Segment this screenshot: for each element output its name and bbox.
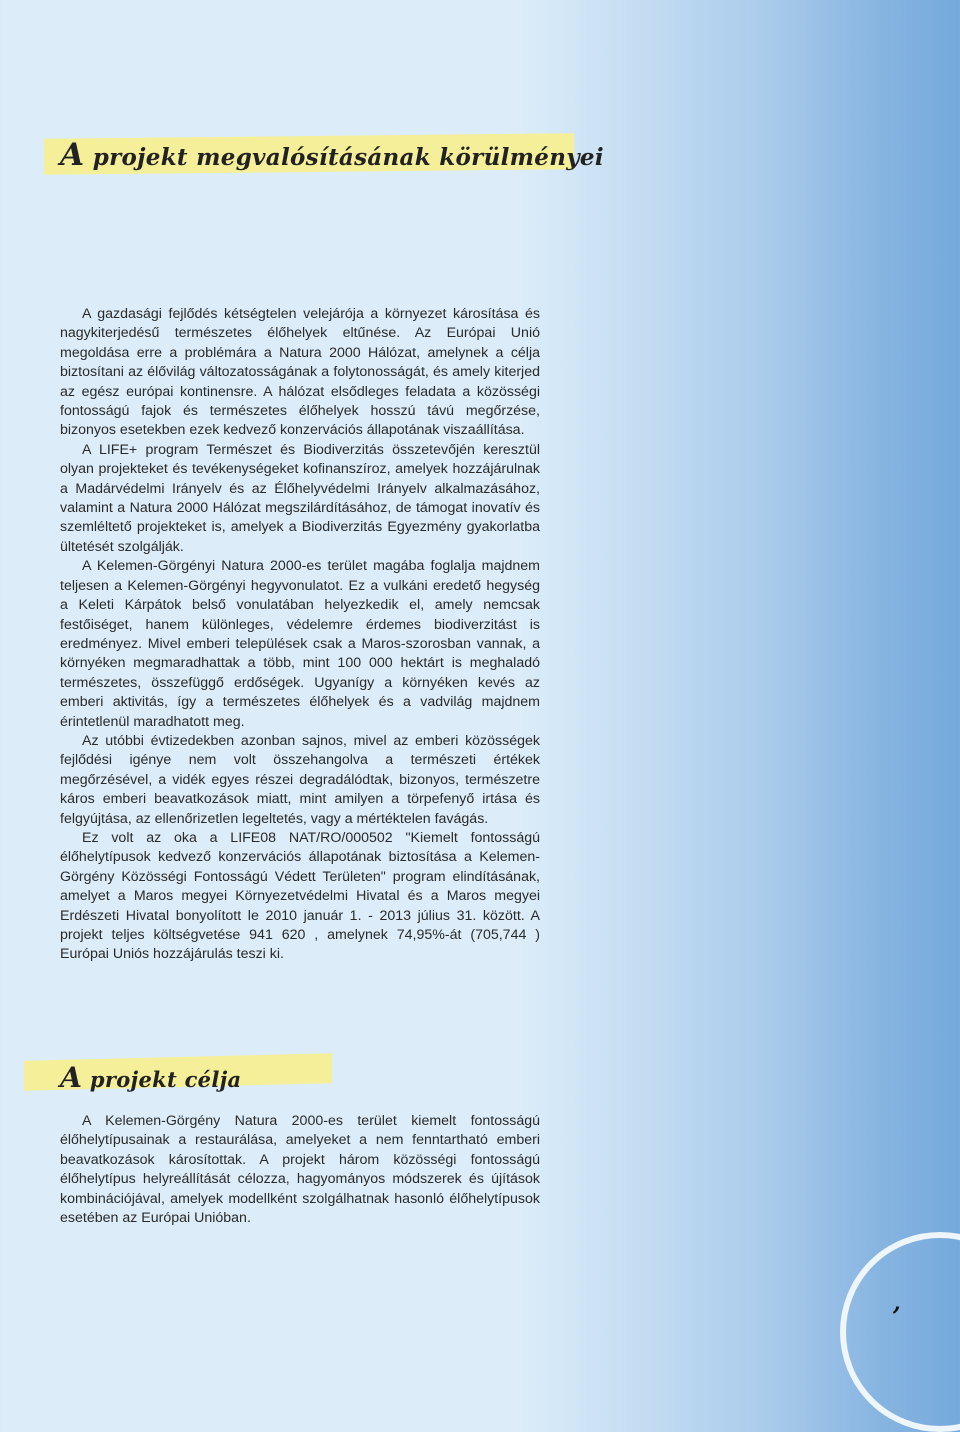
decorative-ring	[840, 1232, 960, 1432]
paragraph: A Kelemen-Görgény Natura 2000-es terület kiemelt fontosságú élőhelytípusainak a restaurálása, amelyeket a nem fenntartható emberi beavatkozások károsítottak. A projekt három közösségi fontosságú élőhelytípus helyreállítását célozza, hagyományos módszerek és újítások kombinációjával, amelyek modellként szolgálhatnak hasonló élőhelytípusok esetében az Európai Unióban.	[60, 1113, 540, 1227]
heading-text: projekt megvalósításának körülményei	[84, 144, 604, 171]
heading-text: projekt célja	[82, 1067, 242, 1092]
heading-initial: A	[60, 137, 85, 173]
page-number: ,	[893, 1290, 901, 1316]
paragraph: A gazdasági fejlődés kétségtelen velejárója a környezet károsítása és nagykiterjedésű természetes élőhelyek eltűnése. Az Európai Unió megoldása erre a problémára a Natura 2000 Hálózat, amelynek a célja biztosítani az élővilág változatosságának a folytonosságát, és amely kiterjed az egész európai kontinensre. A hálózat elsődleges feladata a közösségi fontosságú fajok és természetes élőhelyek hosszú távú megőrzése, bizonyos esetekben ezek kedvező konzervációs állapotának viszaállítása.	[60, 306, 540, 439]
section-body-circumstances	[60, 305, 540, 965]
paragraph: A LIFE+ program Természet és Biodiverzitás összetevőjén keresztül olyan projekteket és tevékenységeket kofinanszíroz, amelyek hozzájárulnak a Madárvédelmi Irányelv és az Élőhelyvédelmi Irányelv alkalmazásához, valamint a Natura 2000 Hálózat megszilárdításához, de támogat inovatív és szemléltető projekteket is, amelyek a Biodiverzitás Egyezmény gyakorlatba ültetését szolgálják.	[60, 441, 540, 555]
paragraph: A Kelemen-Görgényi Natura 2000-es terület magába foglalja majdnem teljesen a Kelemen-Görgényi hegyvonulatot. Ez a vulkáni eredető hegység a Keleti Kárpátok belső vonulatában helyezkedik el, amely nemcsak festőiséget, hanem különleges, védelemre érdemes biodiverzitást is eredményez. Mivel emberi települések csak a Maros-szorosban vannak, a környéken megmaradhattak a több, mint 100 000 hektárt is meghaladó természetes, összefüggő erdőségek. Ugyanígy a környéken kevés az emberi aktivitás, így a természetes élőhelyek és a vadvilág majdnem érintetlenül maradhatott meg.	[60, 558, 540, 730]
heading-initial: A	[60, 1060, 83, 1094]
section-heading-goal	[60, 1060, 241, 1094]
section-body-goal	[60, 1112, 540, 1228]
paragraph: Ez volt az oka a LIFE08 NAT/RO/000502 "Kiemelt fontosságú élőhelytípusok kedvező konzervációs állapotának biztosítása a Kelemen-Görgény Közösségi Fontosságú Védett Területen" program elindításának, amelyet a Maros megyei Környezetvédelmi Hivatal és a Maros megyei Erdészeti Hivatal bonyolított le 2010 január 1. - 2013 július 31. között. A projekt teljes költségvetése 941 620 , amelynek 74,95%-át (705,744 ) Európai Uniós hozzájárulás teszi ki.	[60, 829, 540, 963]
paragraph: Az utóbbi évtizedekben azonban sajnos, mivel az emberi közösségek fejlődési igénye nem volt összehangolva a természeti értékek megőrzésével, a vidék egyes részei degradálódtak, bizonyos, természetre káros emberi beavatkozások miatt, mint amilyen a törpefenyő irtása és felgyújtása, az ellenőrizetlen legeltetés, vagy a mértéktelen favágás.	[60, 732, 540, 827]
section-heading-circumstances	[60, 137, 604, 173]
